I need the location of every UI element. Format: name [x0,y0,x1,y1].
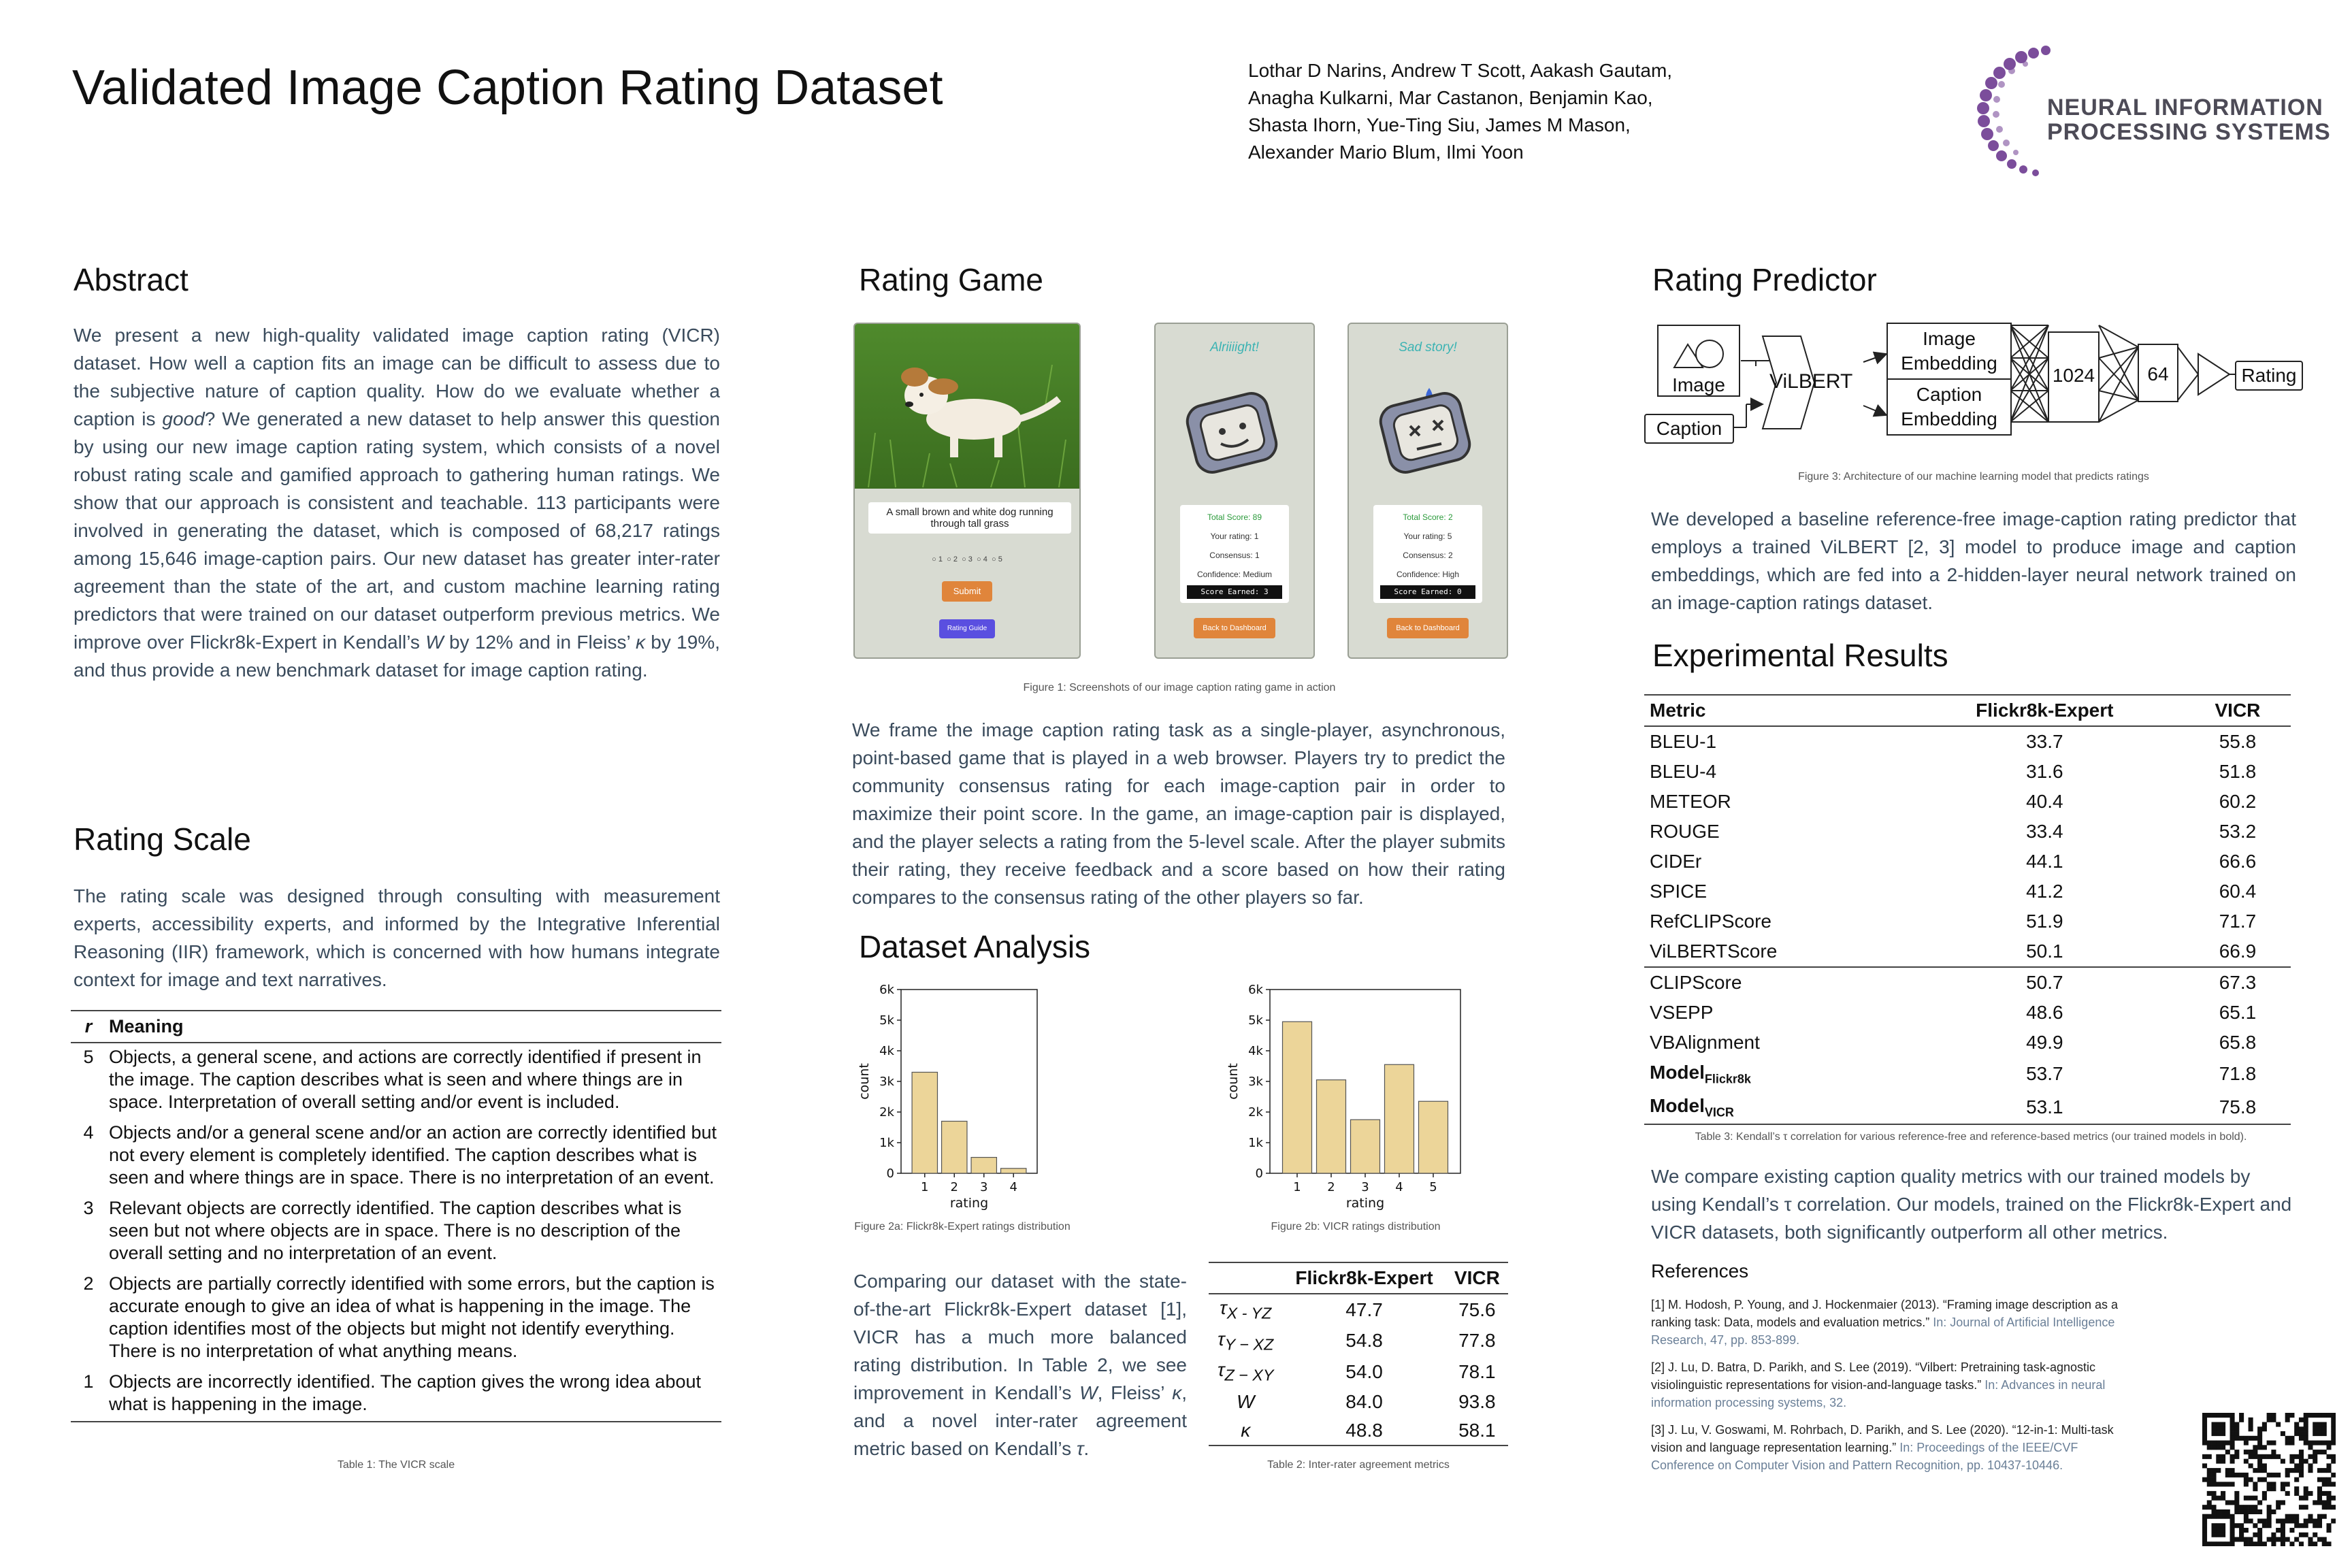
x-tick-label: 3 [980,1180,988,1194]
vicr-distribution-chart [1222,983,1467,1214]
dataset-analysis-heading: Dataset Analysis [859,929,1091,964]
score-card: Total Score: 89 Your rating: 1 Consensus: 1 Confidence: Medium Score Earned: 3 [1180,505,1289,603]
table1-caption: Table 1: The VICR scale [337,1459,455,1471]
table-row: 3 Relevant objects are correctly identified. The caption describes what is seen but not where objects are in space. There is no description of the overall setting and no interpretation of an event. [83,1198,682,1263]
page-title: Validated Image Caption Rating Dataset [72,61,943,115]
figure2b-caption: Figure 2b: VICR ratings distribution [1271,1221,1441,1232]
abstract-heading: Abstract [74,262,189,297]
table-row: CLIPScore 50.7 67.3 [1644,967,2291,998]
table-row: BLEU-1 33.7 55.8 [1650,731,2257,752]
feedback-title: Alriiiight! [1210,340,1259,355]
game-screen-fail [1348,323,1508,659]
table-row: 1 Objects are incorrectly identified. The caption gives the wrong idea about what is happening in the image. [71,1368,721,1422]
reference-list [1651,1296,2127,1484]
table-row: 5 Objects, a general scene, and actions are correctly identified if present in the image. The caption describes what is seen and where things are in space. Interpretation of overall setting and/or event is included. [83,1047,702,1112]
table-row: BLEU-4 31.6 51.8 [1650,761,2257,782]
author-line: Anagha Kulkarni, Mar Castanon, Benjamin Kao, [1248,87,1653,108]
back-to-dashboard-button[interactable]: Back to Dashboard [1387,618,1469,638]
figure1-caption: Figure 1: Screenshots of our image caption rating game in action [1023,682,1336,693]
back-to-dashboard-button[interactable]: Back to Dashboard [1194,618,1275,638]
bar [971,1158,996,1173]
table-row: VBAlignment 49.9 65.8 [1650,1032,2257,1053]
rating-radio[interactable]: ○ 4 [977,555,987,564]
table-row: 2 Objects are partially correctly identified with some errors, but the caption is accurate enough to give an idea of what is happening in the image. The caption identifies most of the objects but might not identify everything. There is no interpretation of what anything means. [83,1273,715,1361]
experimental-results-heading: Experimental Results [1652,638,1948,673]
x-tick-label: 1 [1293,1180,1301,1194]
y-tick-label: 2k [879,1105,894,1120]
table3-caption: Table 3: Kendall’s τ correlation for various reference-free and reference-based metrics (our trained models in bold). [1695,1131,2247,1143]
submit-button[interactable]: Submit [942,581,992,602]
bar [912,1073,937,1174]
table-row: $\tau_{X - YZ}$ 47.7 75.6 [1220,1297,1496,1322]
x-axis-label: rating [1345,1196,1385,1211]
caption-embedding-box: Caption Embedding [1886,378,2012,436]
y-tick-label: 1k [1248,1136,1263,1150]
author-line: Lothar D Narins, Andrew T Scott, Aakash Gautam, [1248,60,1673,81]
x-tick-label: 5 [1429,1180,1437,1194]
x-tick-label: 2 [1327,1180,1335,1194]
bar [1317,1080,1346,1173]
x-tick-label: 4 [1009,1180,1017,1194]
reference-item: [3] J. Lu, V. Goswami, M. Rohrbach, D. Parikh, and S. Lee (2020). “12-in-1: Multi-task vision and language representation learning.” In: Proceedings of the IEEE/CVF Conference on Computer Vision and Pattern Recognition, pp. 10437-10446. [1651,1423,2114,1472]
results-table: Metric Flickr8k-Expert VICR BLEU-1 33.7 55.8 BLEU-4 31.6 51.8 METEOR 40.4 60.2 ROUGE 33.4 53.2 CIDEr 44.1 66.6 SPICE 41.2 60.4 RefCLIPScore 51.9 71.7 ViLBERTScore 50.1 66.9 CLIPScore 50.7 67.3 VSEPP 48.6 65.1 VBAlignment 49.9 65.8 Model$_{Flickr8k}$ 53.7 71.8 Model$_{VICR}$ 53.1 75.8 [1644,694,2291,1125]
table-row: Model$_{Flickr8k}$ 53.7 71.8 [1650,1062,2257,1086]
table-row: κ 48.8 58.1 [1209,1416,1508,1446]
table-row: $\tau_{Z - XY}$ 54.0 78.1 [1217,1359,1496,1384]
y-tick-label: 5k [1248,1013,1263,1028]
x-tick-label: 3 [1361,1180,1369,1194]
hidden-layer-64: 64 [2140,363,2176,385]
y-axis-label: count [1226,1063,1241,1100]
rating-game-text: We frame the image caption rating task as a single-player, asynchronous, point-based game that is played in a web browser. Players try to predict the community consensus rating for each image-caption pair in order to maximize their point score. In the game, an image-caption pair is displayed, and the player selects a rating from the 5-level scale. After the player submits their rating, they receive feedback and a score based on how their rating compares to the consensus rating of the other players so far. [852,719,1505,908]
vicr-scale-table: r Meaning 5 Objects, a general scene, and actions are correctly identified if present in the image. The caption describes what is seen and where things are in space. Interpretation of overall setting and/or event is included. 4 Objects and/or a general scene and/or an action are correctly identified but not every element is completely identified. The caption describes what is seen and where things are in space. There is no interpretation of an event. 3 Relevant objects are correctly identified. The caption describes what is seen but not where objects are in space. There is no description of the overall setting and no interpretation of an event. 2 Objects are partially correctly identified with some errors, but the caption is accurate enough to give an idea of what is happening in the image. The caption identifies most of the objects but might not identify everything. There is no interpretation of what anything means. 1 Objects are incorrectly identified. The caption gives the wrong idea about what is happening in the image. [71,1010,721,1422]
rating-scale-heading: Rating Scale [74,821,251,857]
table-row: RefCLIPScore 51.9 71.7 [1650,911,2257,932]
flickr8k-distribution-chart [853,983,1044,1214]
rating-radio[interactable]: ○ 3 [962,555,973,564]
architecture-diagram [1647,320,2300,456]
table-row: SPICE 41.2 60.4 [1650,881,2257,902]
figure3-caption: Figure 3: Architecture of our machine learning model that predicts ratings [1798,471,2149,483]
table2-caption: Table 2: Inter-rater agreement metrics [1267,1459,1450,1471]
rating-radio[interactable]: ○ 2 [947,555,958,564]
rating-scale-text: The rating scale was designed through consulting with measurement experts, accessibility experts, and informed by the Integrative Inferential Reasoning (IIR) framework, which is concerned with how humans integrate context for image and text narratives. [74,885,720,990]
references-heading: References [1651,1260,1749,1281]
table-row: ROUGE 33.4 53.2 [1650,821,2257,842]
bar [1351,1120,1380,1173]
game-screen-rate [853,323,1081,659]
dog-photo [855,324,1079,489]
bar [1419,1101,1448,1173]
y-tick-label: 3k [1248,1075,1263,1089]
y-axis-label: count [857,1063,872,1100]
y-tick-label: 4k [1248,1044,1263,1058]
table-row: METEOR 40.4 60.2 [1650,791,2257,812]
author-line: Shasta Ihorn, Yue-Ting Siu, James M Mason, [1248,114,1631,135]
rating-predictor-heading: Rating Predictor [1652,262,1877,297]
y-tick-label: 1k [879,1136,894,1150]
score-card: Total Score: 2 Your rating: 5 Consensus: 2 Confidence: High Score Earned: 0 [1373,505,1482,603]
y-tick-label: 5k [879,1013,894,1028]
dataset-analysis-text: Comparing our dataset with the state-of-the-art Flickr8k-Expert dataset [1], VICR has a much more balanced rating distribution. In Table 2, we see improvement in Kendall’s W, Fleiss’ κ, and a novel inter-rater agreement metric based on Kendall’s τ. [853,1271,1187,1459]
rating-guide-button[interactable]: Rating Guide [939,619,995,638]
rating-output-box: Rating [2235,361,2303,391]
y-tick-label: 3k [879,1075,894,1089]
rating-radio[interactable]: ○ 1 [932,555,943,564]
reference-item: [1] M. Hodosh, P. Young, and J. Hockenmaier (2013). “Framing image description as a ranking task: Data, models and evaluation metrics.” In: Journal of Artificial Intelligence Research, 47, pp. 853-899. [1651,1298,2119,1347]
rating-game-heading: Rating Game [859,262,1044,297]
x-axis-label: rating [949,1196,989,1211]
rating-radio[interactable]: ○ 5 [991,555,1002,564]
table-row: CIDEr 44.1 66.6 [1650,851,2257,872]
y-tick-label: 6k [1248,983,1263,997]
bar [1283,1022,1312,1173]
y-tick-label: 0 [886,1166,894,1181]
y-tick-label: 0 [1255,1166,1263,1181]
bar [942,1122,967,1174]
table-row: 4 Objects and/or a general scene and/or an action are correctly identified but not every element is completely identified. The caption describes what is seen and where things are in space. There is no interpretation of an event. [83,1122,717,1188]
y-tick-label: 6k [879,983,894,997]
rating-radio-group[interactable] [855,555,1079,564]
rating-predictor-text: We developed a baseline reference-free image-caption rating predictor that employs a trained ViLBERT [2, 3] model to produce image and caption embeddings, which are fed into a 2-hidden-layer neural network trained on an image-caption ratings dataset. [1651,508,2296,613]
abstract-text: We present a new high-quality validated image caption rating (VICR) dataset. How well a caption fits an image can be difficult to assess due to the subjective nature of caption quality. How do we evaluate whether a caption is good? We generated a new dataset to help answer this question by using our new image caption rating system, which consists of a novel robust rating scale and gamified approach to gathering human ratings. We show that our approach is consistent and teachable. 113 participants were involved in generating the dataset, which is composed of 68,217 ratings among 15,646 image-caption pairs. Our new dataset has greater inter-rater agreement than the state of the art, and custom machine learning rating predictors that were trained on our dataset outperform previous metrics. We improve over Flickr8k-Expert in Kendall’s W by 12% and in Fleiss’ κ by 19%, and thus provide a new benchmark dataset for image caption rating. [74,325,721,681]
author-list [1248,57,1672,166]
qr-code-icon[interactable] [2202,1413,2336,1546]
happy-tv-icon [1183,378,1286,480]
image-input-label: Image [1672,374,1725,395]
reference-item: [2] J. Lu, D. Batra, D. Parikh, and S. Lee (2019). “Vilbert: Pretraining task-agnostic visiolinguistic representations for vision-and-language tasks.” In: Advances in neural information processing systems, 32. [1651,1360,2106,1409]
x-tick-label: 4 [1395,1180,1403,1194]
sad-tv-icon [1376,378,1480,480]
author-line: Alexander Mario Blum, Ilmi Yoon [1248,142,1524,163]
game-caption-text: A small brown and white dog running through tall grass [868,502,1071,534]
y-tick-label: 4k [879,1044,894,1058]
figure2a-caption: Figure 2a: Flickr8k-Expert ratings distribution [854,1221,1071,1232]
x-tick-label: 2 [950,1180,958,1194]
y-tick-label: 2k [1248,1105,1263,1120]
table-row: Model$_{VICR}$ 53.1 75.8 [1644,1091,2291,1125]
bar [1001,1169,1026,1173]
image-embedding-box: Image Embedding [1886,323,2012,378]
table-row: ViLBERTScore 50.1 66.9 [1650,941,2257,962]
neurips-logo-text: NEURAL INFORMATION PROCESSING SYSTEMS [2047,95,2331,145]
x-tick-label: 1 [921,1180,929,1194]
hidden-layer-1024: 1024 [2050,365,2097,387]
table-row: $\tau_{Y - XZ}$ 54.8 77.8 [1218,1328,1496,1354]
table-row: W 84.0 93.8 [1236,1390,1496,1412]
neurips-logo-icon [1971,44,2059,193]
agreement-table: Flickr8k-Expert VICR $\tau_{X - YZ}$ 47.7 75.6 $\tau_{Y - XZ}$ 54.8 77.8 $\tau_{Z - XY}$ 54.0 78.1 W 84.0 93.8 κ 48.8 58.1 [1209,1262,1508,1446]
results-text: We compare existing caption quality metrics with our trained models by using Kendall’s τ correlation. Our models, trained on the Flickr8k-Expert and VICR datasets, both significantly outperform all other metrics. [1651,1166,2292,1243]
game-screen-success [1154,323,1315,659]
table-row: VSEPP 48.6 65.1 [1650,1002,2257,1023]
bar [1385,1064,1414,1173]
feedback-title: Sad story! [1399,340,1457,355]
vilbert-label: ViLBERT [1769,370,1853,393]
caption-input-box: Caption [1644,414,1734,444]
